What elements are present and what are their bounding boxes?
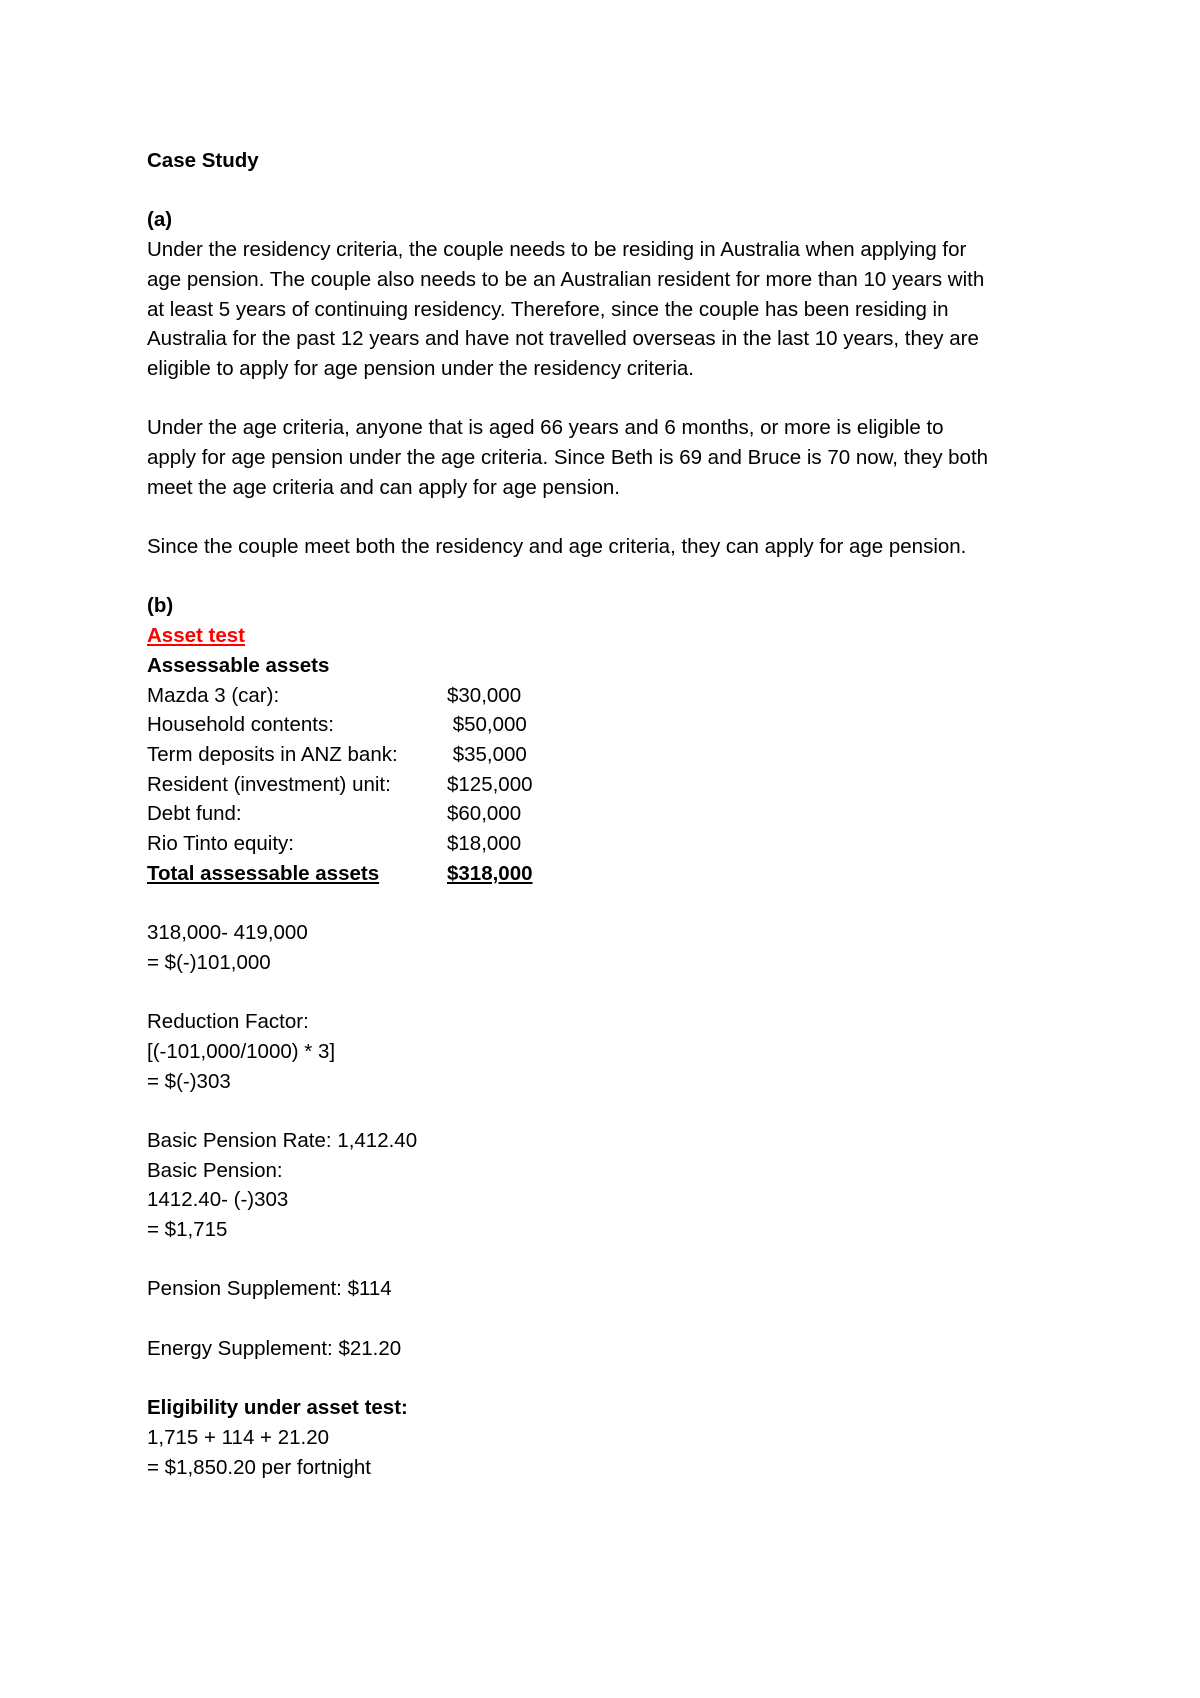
paragraph-line: Under the age criteria, anyone that is aged 66 years and 6 months, or more is eligible to xyxy=(147,416,944,440)
calc-line: = $1,715 xyxy=(147,1218,228,1242)
asset-row xyxy=(147,740,1067,770)
calc-line: 1412.40- (-)303 xyxy=(147,1188,289,1212)
paragraph-line: meet the age criteria and can apply for age pension. xyxy=(147,475,620,499)
spacer xyxy=(147,1096,1067,1126)
asset-difference-calc xyxy=(147,918,1067,977)
total-assets-value: $318,000 xyxy=(447,861,533,885)
spacer xyxy=(147,502,1067,532)
spacer xyxy=(147,888,1067,918)
energy-supplement-line: Energy Supplement: $21.20 xyxy=(147,1336,402,1360)
paragraph-line: Since the couple meet both the residency and age criteria, they can apply for age pension. xyxy=(147,535,967,559)
total-assets-label: Total assessable assets xyxy=(147,861,380,885)
asset-label: Household contents: xyxy=(147,713,334,737)
total-assets-row xyxy=(147,859,1067,889)
asset-value: $125,000 xyxy=(447,772,533,796)
paragraph-line: age pension. The couple also needs to be an Australian resident for more than 10 years with xyxy=(147,267,985,291)
conclusion-paragraph xyxy=(147,532,1067,562)
basic-pension-calc xyxy=(147,1126,1067,1245)
paragraph-line: Australia for the past 12 years and have not travelled overseas in the last 10 years, they are xyxy=(147,327,979,351)
spacer xyxy=(147,562,1067,592)
paragraph-line: at least 5 years of continuing residency. Therefore, since the couple has been residing in xyxy=(147,297,949,321)
part-a-heading: (a) xyxy=(147,208,173,232)
asset-label: Resident (investment) unit: xyxy=(147,772,391,796)
calc-line: Basic Pension: xyxy=(147,1158,283,1182)
part-b-heading: (b) xyxy=(147,594,174,618)
asset-row xyxy=(147,770,1067,800)
document-title: Case Study xyxy=(147,149,259,172)
residency-paragraph xyxy=(147,235,1067,384)
asset-value: $30,000 xyxy=(447,683,522,707)
paragraph-line: eligible to apply for age pension under the residency criteria. xyxy=(147,356,694,380)
spacer xyxy=(147,1245,1067,1275)
asset-value: $35,000 xyxy=(447,742,527,766)
asset-value: $50,000 xyxy=(447,713,527,737)
spacer xyxy=(147,1364,1067,1394)
spacer xyxy=(147,1304,1067,1334)
assets-table xyxy=(147,681,1067,889)
asset-row xyxy=(147,681,1067,711)
eligibility-heading: Eligibility under asset test: xyxy=(147,1396,408,1420)
pension-supplement-line: Pension Supplement: $114 xyxy=(147,1277,392,1301)
asset-value: $18,000 xyxy=(447,832,522,856)
reduction-factor-calc xyxy=(147,1007,1067,1096)
asset-row xyxy=(147,829,1067,859)
eligibility-calc xyxy=(147,1423,1067,1482)
asset-row xyxy=(147,799,1067,829)
calc-line: Basic Pension Rate: 1,412.40 xyxy=(147,1128,418,1152)
calc-line: [(-101,000/1000) * 3] xyxy=(147,1039,336,1063)
calc-line: = $(-)101,000 xyxy=(147,950,271,974)
paragraph-line: Under the residency criteria, the couple needs to be residing in Australia when applying for xyxy=(147,238,967,262)
asset-label: Debt fund: xyxy=(147,802,242,826)
document-page xyxy=(147,146,1067,1482)
asset-test-heading: Asset test xyxy=(147,624,245,648)
spacer xyxy=(147,978,1067,1008)
age-criteria-paragraph xyxy=(147,413,1067,502)
calc-line: Reduction Factor: xyxy=(147,1010,309,1034)
assessable-assets-heading: Assessable assets xyxy=(147,653,330,677)
calc-line: 1,715 + 114 + 21.20 xyxy=(147,1425,330,1449)
calc-line: 318,000- 419,000 xyxy=(147,921,308,945)
paragraph-line: apply for age pension under the age criteria. Since Beth is 69 and Bruce is 70 now, they both xyxy=(147,446,989,469)
asset-row xyxy=(147,710,1067,740)
asset-label: Rio Tinto equity: xyxy=(147,832,294,856)
asset-label: Term deposits in ANZ bank: xyxy=(147,742,398,766)
calc-line: = $(-)303 xyxy=(147,1069,231,1093)
asset-value: $60,000 xyxy=(447,802,522,826)
spacer xyxy=(147,384,1067,414)
asset-label: Mazda 3 (car): xyxy=(147,683,280,707)
calc-line: = $1,850.20 per fortnight xyxy=(147,1455,371,1479)
spacer xyxy=(147,176,1067,206)
